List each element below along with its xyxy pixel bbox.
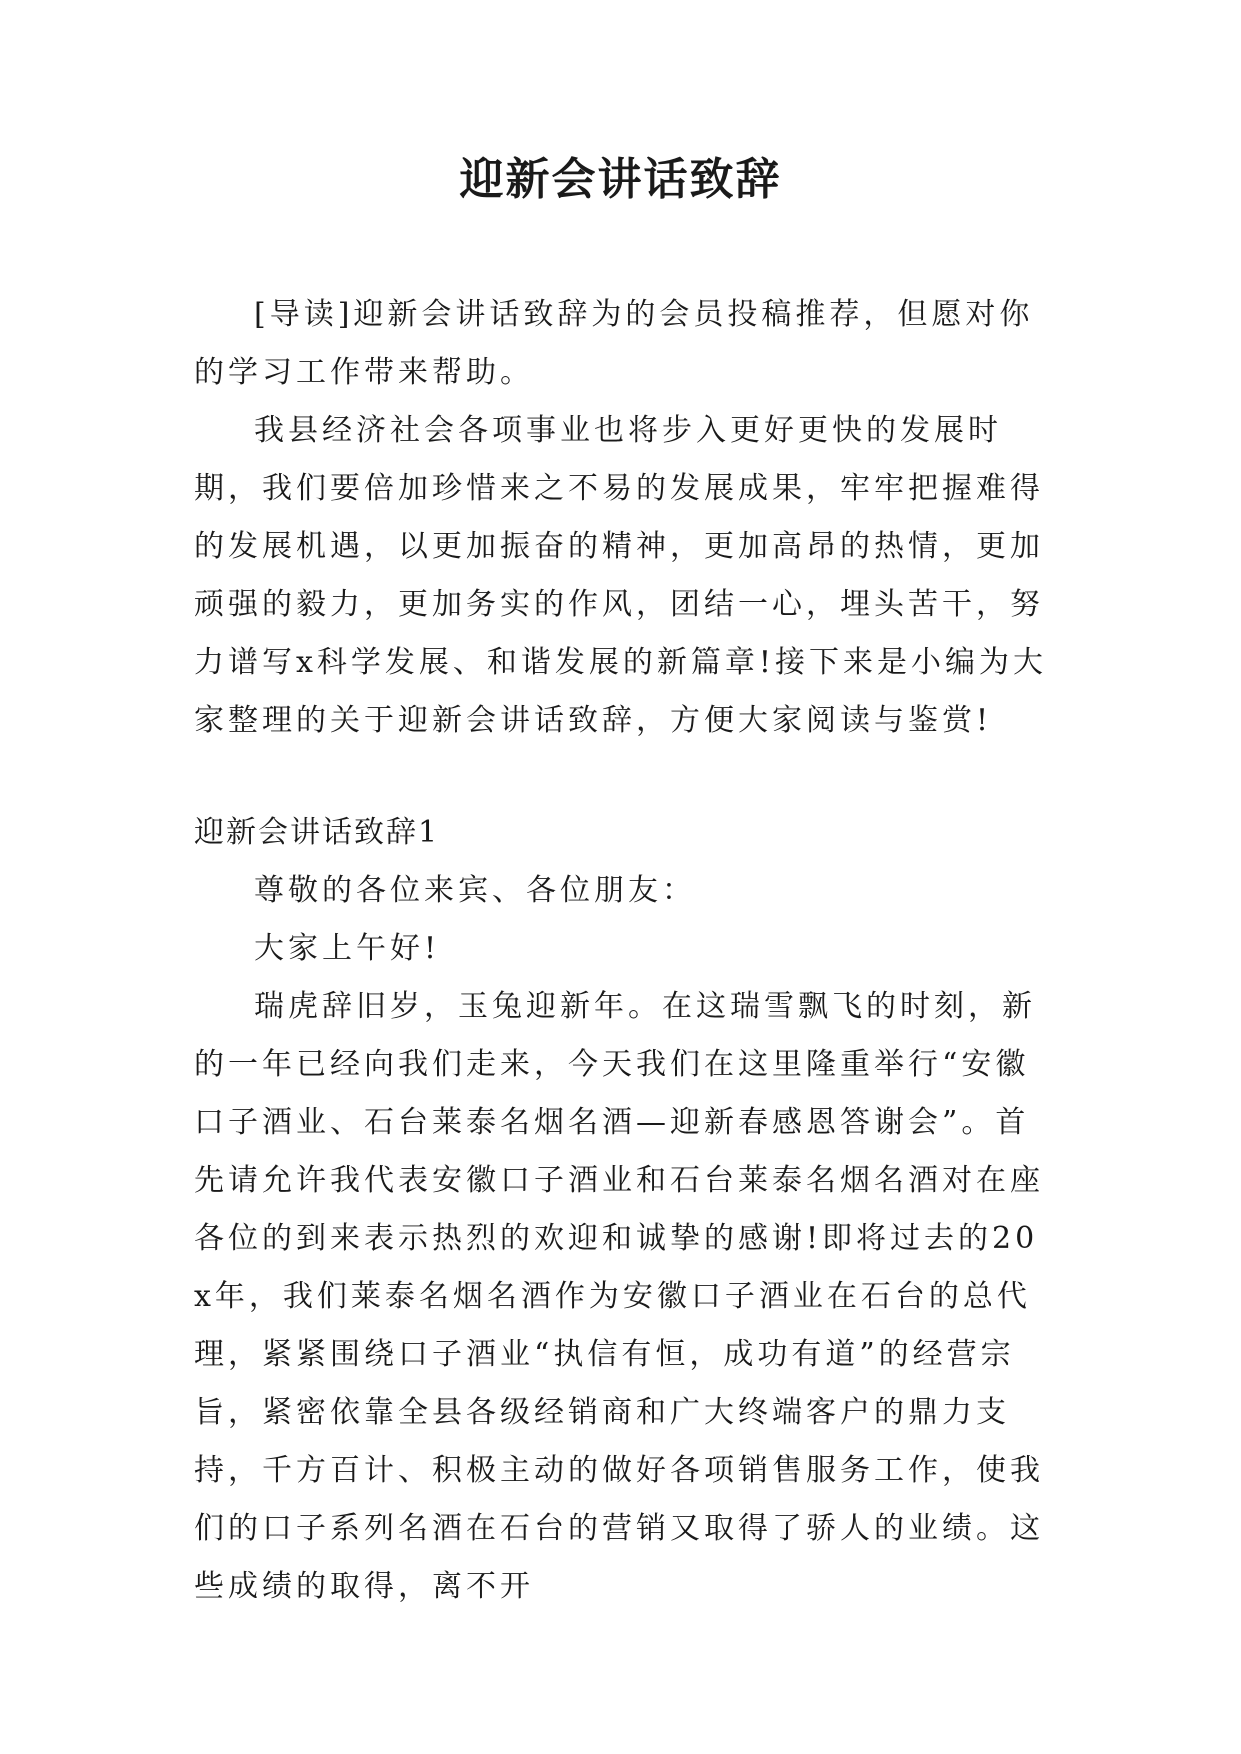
- greeting-paragraph: 大家上午好!: [254, 931, 441, 966]
- speech-paragraph: 瑞虎辞旧岁，玉兔迎新年。在这瑞雪飘飞的时刻，新的一年已经向我们走来，今天我们在这里隆重举行“安徽口子酒业、石台莱泰名烟名酒—迎新春感恩答谢会”。首先请允许我代表安徽口子酒业和石台莱泰名烟名酒对在座各位的到来表示热烈的欢迎和诚挚的感谢!即将过去的20x年，我们莱泰名烟名酒作为安徽口子酒业在石台的总代理，紧紧围绕口子酒业“执信有恒，成功有道”的经营宗旨，紧密依靠全县各级经销商和广大终端客户的鼎力支持，千方百计、积极主动的做好各项销售服务工作，使我们的口子系列名酒在石台的营销又取得了骄人的业绩。这些成绩的取得，离不开: [194, 989, 1044, 1604]
- document-body: [194, 286, 1054, 1616]
- intro-paragraph: 我县经济社会各项事业也将步入更好更快的发展时期，我们要倍加珍惜来之不易的发展成果，牢牢把握难得的发展机遇，以更加振奋的精神，更加高昂的热情，更加顽强的毅力，更加务实的作风，团结一心，埋头苦干，努力谱写x科学发展、和谐发展的新篇章!接下来是小编为大家整理的关于迎新会讲话致辞，方便大家阅读与鉴赏!: [194, 413, 1047, 738]
- document-title: 迎新会讲话致辞: [459, 154, 782, 205]
- salutation-paragraph: 尊敬的各位来宾、各位朋友：: [254, 873, 696, 908]
- intro-paragraph: [导读]迎新会讲话致辞为的会员投稿推荐，但愿对你的学习工作带来帮助。: [194, 297, 1034, 390]
- section-heading: 迎新会讲话致辞1: [194, 815, 440, 850]
